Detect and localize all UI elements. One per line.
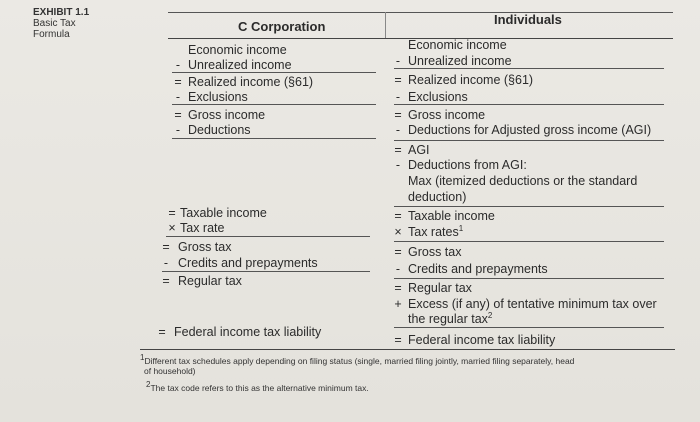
bottom-rule <box>140 349 675 350</box>
operator: = <box>394 209 402 223</box>
footnote-1-line1: Different tax schedules apply depending on filing status (single, married filing jointly, married filing separately, head <box>144 356 575 366</box>
row-text: Exclusions <box>408 90 468 104</box>
row-text: Economic income <box>188 43 287 57</box>
row-text: Economic income <box>408 38 507 52</box>
row-text: Credits and prepayments <box>178 256 318 270</box>
operator: = <box>394 73 402 87</box>
row-text: Realized income (§61) <box>408 73 534 87</box>
operator: + <box>394 297 402 311</box>
row-text: Realized income (§61) <box>188 75 314 89</box>
operator: - <box>395 123 401 137</box>
operator: = <box>162 240 170 254</box>
operator: - <box>175 58 181 72</box>
row-text: Regular tax <box>178 274 242 288</box>
row-text: Deductions for Adjusted gross income (AGI) <box>408 123 652 137</box>
ind-rule <box>394 241 664 242</box>
operator: = <box>394 333 402 347</box>
corp-column-header: C Corporation <box>238 19 326 34</box>
ind-rule <box>394 327 664 328</box>
footnote-1-line2: of household) <box>144 366 196 376</box>
row-text: Deductions <box>188 123 251 137</box>
operator: = <box>158 325 166 339</box>
footnote-2 <box>146 380 369 393</box>
row-text: Taxable income <box>180 206 267 220</box>
operator: - <box>175 90 181 104</box>
operator: - <box>395 54 401 68</box>
operator: = <box>394 143 402 157</box>
ind-rule <box>394 68 664 69</box>
row-text: Tax rates <box>408 225 459 239</box>
corp-rule <box>172 72 376 73</box>
footnote-1-mark: 1 <box>140 353 145 363</box>
row-text: Federal income tax liability <box>174 325 322 339</box>
operator: = <box>168 206 176 220</box>
corp-rule <box>172 104 376 105</box>
operator: = <box>174 75 182 89</box>
ind-rule <box>394 278 664 279</box>
row-text: Unrealized income <box>408 54 512 68</box>
row-text: Unrealized income <box>188 58 292 72</box>
footnote-mark: 1 <box>458 223 464 233</box>
footnote-2-text: The tax code refers to this as the alternative minimum tax. <box>150 383 369 393</box>
row-text: Deductions from AGI: <box>408 158 527 172</box>
operator: - <box>395 262 401 276</box>
operator: × <box>168 221 176 235</box>
top-rule <box>168 12 673 13</box>
operator: - <box>395 90 401 104</box>
row-text: Credits and prepayments <box>408 262 548 276</box>
exhibit-number: EXHIBIT 1.1 <box>33 7 90 18</box>
row-text: the regular tax <box>408 312 488 326</box>
ind-rule <box>394 104 664 105</box>
exhibit-label <box>33 7 89 40</box>
column-divider <box>385 12 386 38</box>
row-text: Excess (if any) of tentative minimum tax over <box>408 297 657 311</box>
operator: × <box>394 225 402 239</box>
ind-rule <box>394 206 664 207</box>
row-text: Gross tax <box>408 245 462 259</box>
row-text: Max (itemized deductions or the standard <box>408 174 638 188</box>
corp-rule <box>162 271 370 272</box>
operator: = <box>394 245 402 259</box>
footnote-2-mark: 2 <box>146 380 151 390</box>
footnote-mark: 2 <box>487 310 493 320</box>
corp-rule <box>172 138 376 139</box>
operator: = <box>174 108 182 122</box>
row-text: Exclusions <box>188 90 248 104</box>
row-text: Tax rate <box>180 221 225 235</box>
operator: = <box>162 274 170 288</box>
row-text: AGI <box>408 143 430 157</box>
row-text: Federal income tax liability <box>408 333 556 347</box>
operator: = <box>394 281 402 295</box>
corp-rule <box>166 236 370 237</box>
row-text: Regular tax <box>408 281 472 295</box>
exhibit-title-line1: Basic Tax <box>33 18 76 29</box>
row-text: Gross income <box>408 108 486 122</box>
row-text: deduction) <box>408 190 467 204</box>
row-text: Gross tax <box>178 240 232 254</box>
operator: - <box>395 158 401 172</box>
row-text: Taxable income <box>408 209 495 223</box>
operator: = <box>394 108 402 122</box>
operator: - <box>163 256 169 270</box>
ind-rule <box>394 140 664 141</box>
footnote-1 <box>140 353 685 376</box>
ind-column-header: Individuals <box>494 12 562 27</box>
operator: - <box>175 123 181 137</box>
row-text: Gross income <box>188 108 266 122</box>
exhibit-title-line2: Formula <box>33 29 70 40</box>
